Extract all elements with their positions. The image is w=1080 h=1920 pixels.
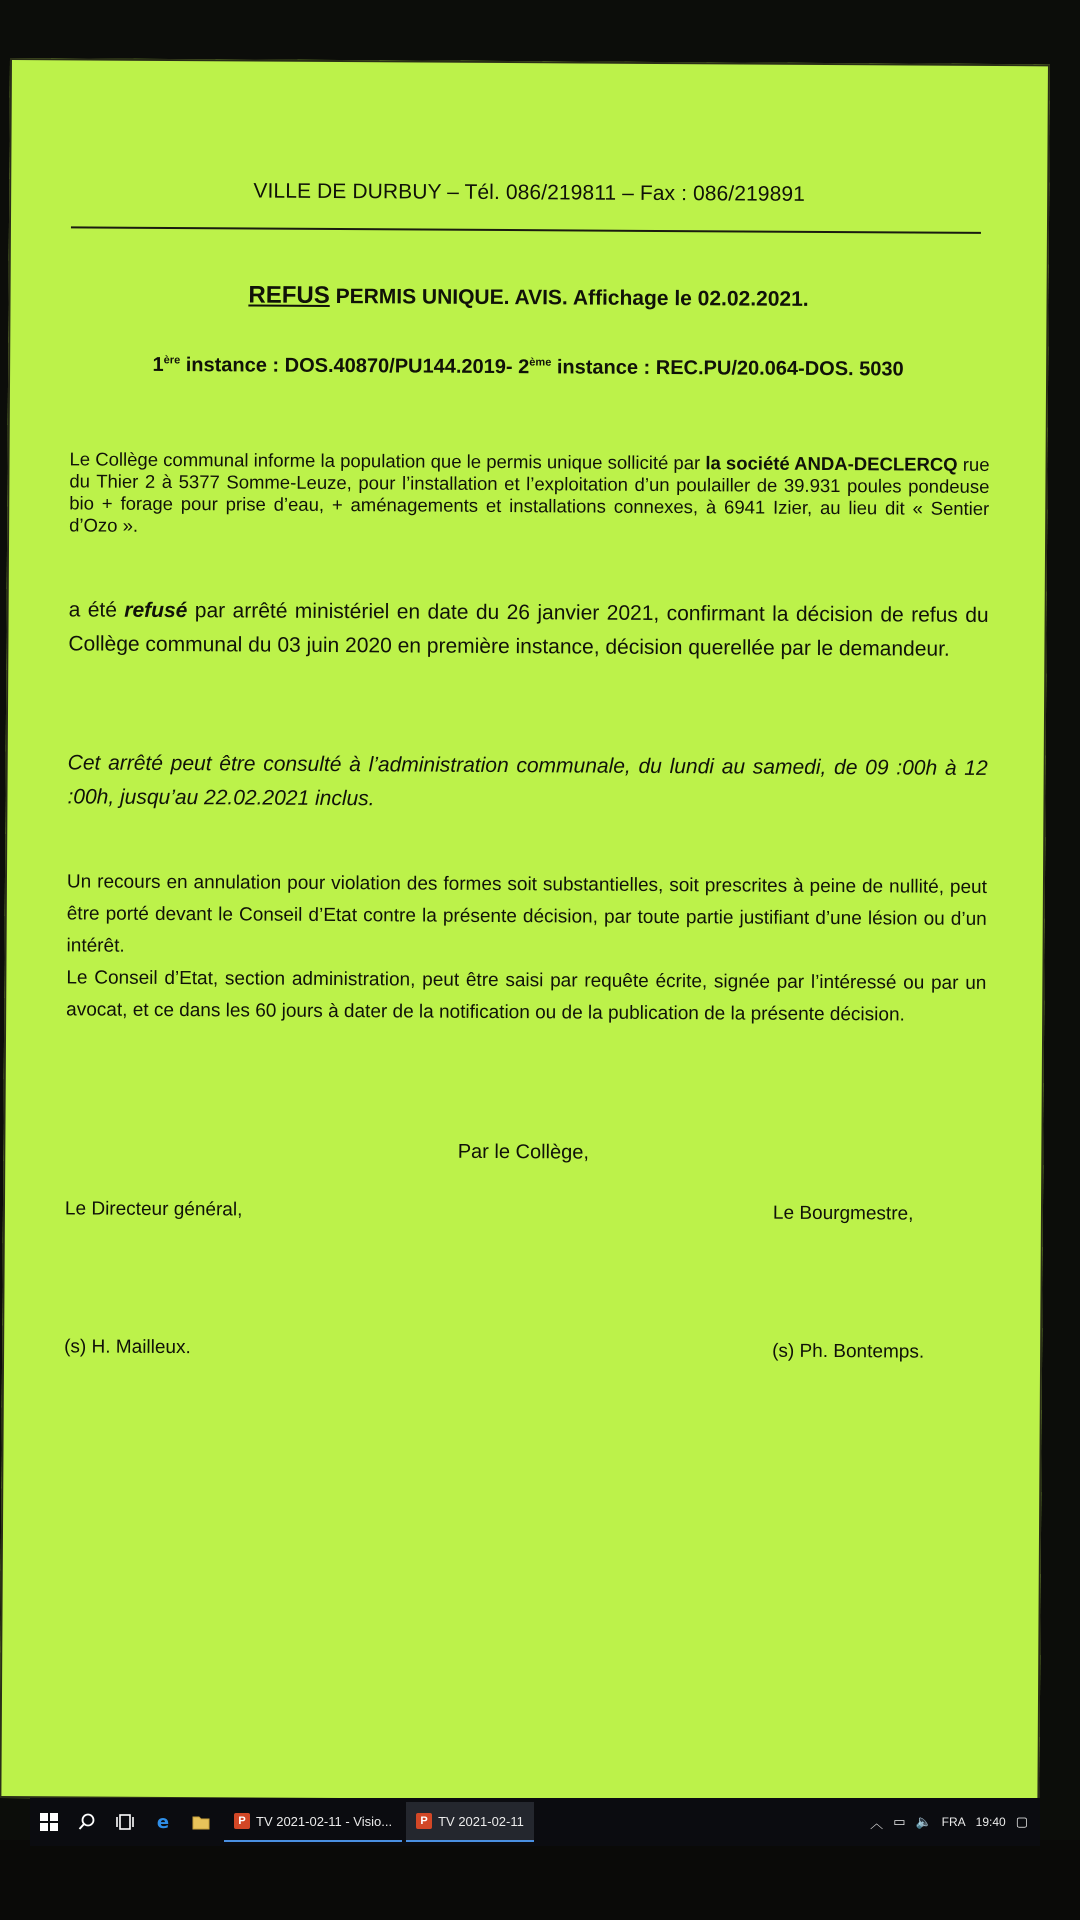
p1-company: la société ANDA-DECLERCQ — [705, 452, 958, 475]
taskbar-app-label: TV 2021-02-11 — [438, 1813, 524, 1829]
par-le-college: Par le Collège, — [457, 1140, 589, 1164]
p4-part-b: Le Conseil d’Etat, section administration, peut être saisi par requête écrite, signée par l’intéressé ou par un avocat, et ce dans les 60 jours à dater de la notification ou de la publication de la présente décision. — [66, 967, 987, 1026]
edge-button[interactable] — [144, 1802, 182, 1842]
left-role: Le Directeur général, — [64, 1198, 243, 1221]
p1-rest: rue du Thier 2 à 5377 Somme-Leuze, pour l’installation et l’exploitation d’un poulailler de 39.931 poules pondeuse bio + forage pour prise d’eau, + aménagements et installations connexes, à 6941 Izier, au lieu dit « Sentier d’Ozo ». — [69, 453, 990, 536]
folder-icon — [192, 1814, 210, 1830]
notifications-icon[interactable]: ▢ — [1015, 1814, 1028, 1829]
chevron-up-icon[interactable]: ︿ — [870, 1815, 884, 1831]
instance-second-sup: ème — [529, 356, 552, 369]
language-indicator[interactable]: FRA — [941, 1815, 966, 1829]
right-role: Le Bourgmestre, — [772, 1202, 914, 1225]
p2-refused: refusé — [124, 598, 188, 623]
taskbar-app-label: TV 2021-02-11 - Visio... — [256, 1813, 393, 1829]
svg-text:e: e — [156, 1812, 170, 1832]
instance-first-sup: ère — [163, 354, 181, 367]
paragraph-information — [69, 448, 990, 542]
task-view-button[interactable] — [106, 1802, 144, 1842]
task-view-icon — [116, 1813, 134, 1831]
powerpoint-icon: P — [234, 1813, 250, 1829]
header-divider — [71, 226, 981, 234]
volume-icon[interactable]: 🔈 — [915, 1814, 932, 1829]
paragraph-decision — [68, 593, 988, 667]
battery-icon[interactable]: ▭ — [893, 1814, 906, 1829]
document-title — [8, 280, 1048, 314]
letterhead: VILLE DE DURBUY – Tél. 086/219811 – Fax : 086/219891 — [253, 179, 806, 206]
instance-second-text: instance : REC.PU/20.064-DOS. 5030 — [551, 356, 904, 381]
powerpoint-icon: P — [416, 1813, 432, 1829]
title-refus: REFUS — [248, 281, 330, 309]
right-signature: (s) Ph. Bontemps. — [772, 1340, 925, 1363]
p2-start: a été — [68, 598, 125, 622]
p4-part-a: Un recours en annulation pour violation des formes soit substantielles, soit prescrites à peine de nullité, peut être porté devant le Conseil d’Etat contre la présente décision, par toute partie justifiant d’une lésion ou d’un intérêt. — [66, 871, 988, 957]
paragraph-recours — [66, 866, 987, 1032]
left-signature: (s) H. Mailleux. — [64, 1336, 191, 1359]
instance-reference — [8, 353, 1048, 382]
taskbar-app-tv[interactable] — [406, 1802, 534, 1842]
screen — [0, 58, 1050, 1804]
paragraph-consultation: Cet arrêté peut être consulté à l’administration communale, du lundi au samedi, de 09 :00h à 12 :00h, jusqu’au 22.02.2021 inclus. — [67, 751, 988, 811]
system-tray — [870, 1813, 1040, 1832]
p1-start: Le Collège communal informe la population que le permis unique sollicité par — [69, 448, 706, 474]
edge-browser-icon — [153, 1812, 173, 1832]
p2-rest: par arrêté ministériel en date du 26 janvier 2021, confirmant la décision de refus du Collège communal du 03 juin 2020 en première instance, décision querellée par le demandeur. — [68, 599, 989, 661]
taskbar — [30, 1798, 1040, 1846]
clock[interactable]: 19:40 — [975, 1815, 1006, 1829]
start-button[interactable] — [30, 1802, 68, 1842]
monitor-bezel — [0, 1840, 1080, 1920]
file-explorer-button[interactable] — [182, 1802, 220, 1842]
instance-first-num: 1 — [152, 353, 164, 376]
title-rest: PERMIS UNIQUE. AVIS. Affichage le 02.02.2021. — [329, 284, 809, 311]
search-icon — [78, 1813, 96, 1831]
taskbar-app-visio[interactable] — [224, 1802, 402, 1842]
document-page — [0, 58, 1050, 1804]
search-button[interactable] — [68, 1802, 106, 1842]
instance-first-text: instance : DOS.40870/PU144.2019- 2 — [180, 354, 530, 379]
windows-icon — [40, 1813, 58, 1831]
